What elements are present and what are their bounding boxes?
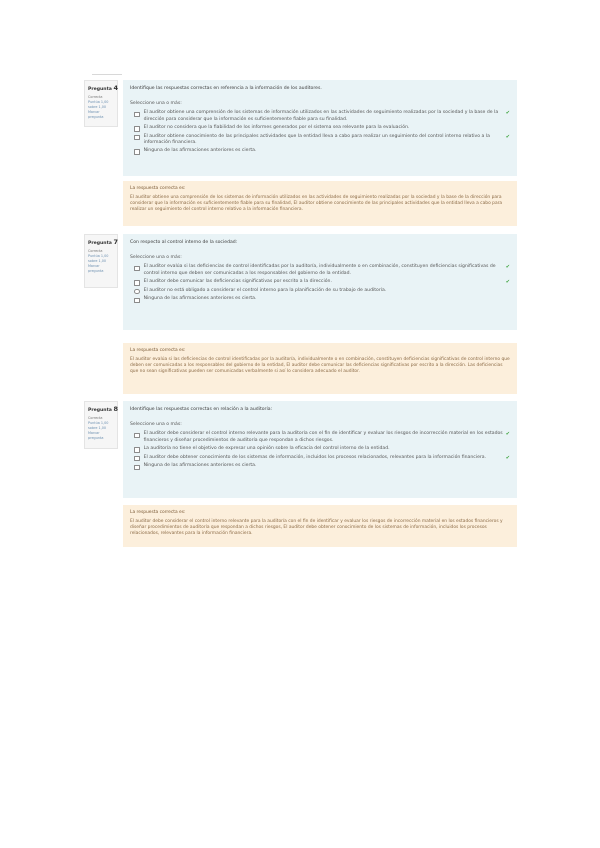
checkbox[interactable] bbox=[134, 112, 140, 118]
question-text-1 bbox=[123, 80, 517, 176]
checkbox[interactable] bbox=[134, 456, 140, 462]
select-prompt: Seleccione una o más: bbox=[130, 255, 182, 261]
flag-question-link[interactable]: Marcar pregunta bbox=[88, 110, 104, 119]
select-prompt: Seleccione una o más: bbox=[130, 422, 182, 428]
checkbox[interactable] bbox=[134, 135, 140, 141]
question-info-2 bbox=[84, 234, 118, 288]
feedback-box-3 bbox=[123, 505, 517, 547]
question-stem: Con respecto al control interno de la sociedad: bbox=[130, 240, 238, 245]
feedback-heading: La respuesta correcta es: bbox=[130, 510, 186, 515]
question-number: Pregunta 8 bbox=[88, 405, 119, 413]
answer-option[interactable]: El auditor debe obtener conocimiento de los sistemas de información, incluidos los procesos relacionados, relevantes para la información financiera. ✔ bbox=[130, 455, 510, 462]
correct-check-icon: ✔ bbox=[505, 110, 510, 117]
feedback-heading: La respuesta correcta es: bbox=[130, 186, 186, 191]
question-status: Correcta bbox=[88, 249, 103, 253]
correct-check-icon: ✔ bbox=[505, 431, 510, 438]
answer-option[interactable]: El auditor no está obligado a considerar el control interno para la planificación de su trabajo de auditoría. bbox=[130, 288, 510, 295]
answer-option[interactable]: El auditor obtiene conocimiento de las principales actividades que la entidad lleva a cabo para realizar un seguimiento del control interno relativo a la información financiera. ✔ bbox=[130, 134, 510, 146]
question-grade: Puntúa 1,00 sobre 1,00 bbox=[88, 100, 109, 109]
top-divider bbox=[92, 74, 122, 75]
question-grade: Puntúa 1,00 sobre 1,00 bbox=[88, 254, 109, 263]
correct-check-icon: ✔ bbox=[505, 133, 510, 140]
answer-option[interactable]: El auditor debe considerar el control interno relevante para la auditoría con el fin de identificar y evaluar los riesgos de incorrección material en los estados financieros y diseñar procedimientos de auditoría que respondan a dichos riesgos. ✔ bbox=[130, 431, 510, 443]
answer-option[interactable]: El auditor debe comunicar las deficiencias significativas por escrito a la dirección. ✔ bbox=[130, 279, 510, 286]
question-text-2 bbox=[123, 234, 517, 330]
flag-question-link[interactable]: Marcar pregunta bbox=[88, 431, 104, 440]
checkbox[interactable] bbox=[134, 465, 140, 471]
feedback-heading: La respuesta correcta es: bbox=[130, 348, 186, 353]
feedback-text: El auditor debe considerar el control interno relevante para la auditoría con el fin de identificar y evaluar los riesgos de incorrección material en los estados financieros y diseñar procedimientos de auditoría que respondan a dichos riesgos, El auditor debe obtener conocimiento de los sistemas de información, incluidos los procesos relacionados, relevantes para la información financiera. bbox=[130, 519, 503, 536]
correct-check-icon: ✔ bbox=[505, 454, 510, 461]
feedback-box-2 bbox=[123, 343, 517, 394]
answer-option[interactable]: El auditor no considera que la fiabilidad de los informes generados por el sistema sea relevante para la evaluación. bbox=[130, 125, 510, 132]
question-stem: Identifique las respuestas correctas en relación a la auditoría: bbox=[130, 407, 273, 412]
answer-option[interactable]: Ninguna de las afirmaciones anteriores es cierta. bbox=[130, 148, 510, 155]
question-number: Pregunta 7 bbox=[88, 238, 119, 246]
answer-option[interactable]: El auditor evalúa si las deficiencias de control identificadas por la auditoría, individualmente o en combinación, constituyen deficiencias significativas de control interno que deben ser comunicadas a los responsables del gobierno de la entidad. ✔ bbox=[130, 264, 510, 276]
question-status: Correcta bbox=[88, 95, 103, 99]
question-info-1 bbox=[84, 80, 118, 127]
question-info-3 bbox=[84, 401, 118, 449]
checkbox[interactable] bbox=[134, 298, 140, 304]
feedback-text: El auditor obtiene una comprensión de los sistemas de información utilizados en las actividades de seguimiento realizadas por la sociedad y la base de la dirección para considerar que la información es suficientemente fiable para su finalidad, El auditor obtiene conocimiento de las principales actividades que la entidad lleva a cabo para realizar un seguimiento del control interno relativo a la información financiera. bbox=[130, 195, 503, 212]
answer-option[interactable]: La auditoría no tiene el objetivo de expresar una opinión sobre la eficacia del control interno de la entidad. bbox=[130, 446, 510, 453]
select-prompt: Seleccione una o más: bbox=[130, 101, 182, 107]
checkbox[interactable] bbox=[134, 289, 140, 295]
checkbox[interactable] bbox=[134, 266, 140, 272]
feedback-box-1 bbox=[123, 181, 517, 226]
feedback-text: El auditor evalúa si las deficiencias de control identificadas por la auditoría, individualmente o en combinación, constituyen deficiencias significativas de control interno que deben ser comunicadas a los responsables del gobierno de la entidad, El auditor debe comunicar las deficiencias significativas por escrito a la dirección. Las deficiencias que no sean significativas pueden ser comunicadas verbalmente si así lo considera adecuado el auditor. bbox=[130, 357, 510, 374]
question-number: Pregunta 4 bbox=[88, 84, 119, 92]
correct-check-icon: ✔ bbox=[505, 264, 510, 271]
checkbox[interactable] bbox=[134, 126, 140, 132]
answer-option[interactable]: El auditor obtiene una comprensión de los sistemas de información utilizados en las actividades de seguimiento realizadas por la sociedad y la base de la dirección para considerar que la información es suficientemente fiable para su finalidad. ✔ bbox=[130, 110, 510, 122]
checkbox[interactable] bbox=[134, 149, 140, 155]
question-status: Correcta bbox=[88, 416, 103, 420]
checkbox[interactable] bbox=[134, 447, 140, 453]
checkbox[interactable] bbox=[134, 280, 140, 286]
question-stem: Identifique las respuestas correctas en referencia a la información de los auditores. bbox=[130, 86, 322, 91]
answer-option[interactable]: Ninguna de las afirmaciones anteriores es cierta. bbox=[130, 463, 510, 470]
flag-question-link[interactable]: Marcar pregunta bbox=[88, 264, 104, 273]
checkbox[interactable] bbox=[134, 433, 140, 439]
correct-check-icon: ✔ bbox=[505, 278, 510, 285]
answer-option[interactable]: Ninguna de las afirmaciones anteriores es cierta. bbox=[130, 296, 510, 303]
question-grade: Puntúa 1,00 sobre 1,00 bbox=[88, 421, 109, 430]
question-text-3 bbox=[123, 401, 517, 498]
